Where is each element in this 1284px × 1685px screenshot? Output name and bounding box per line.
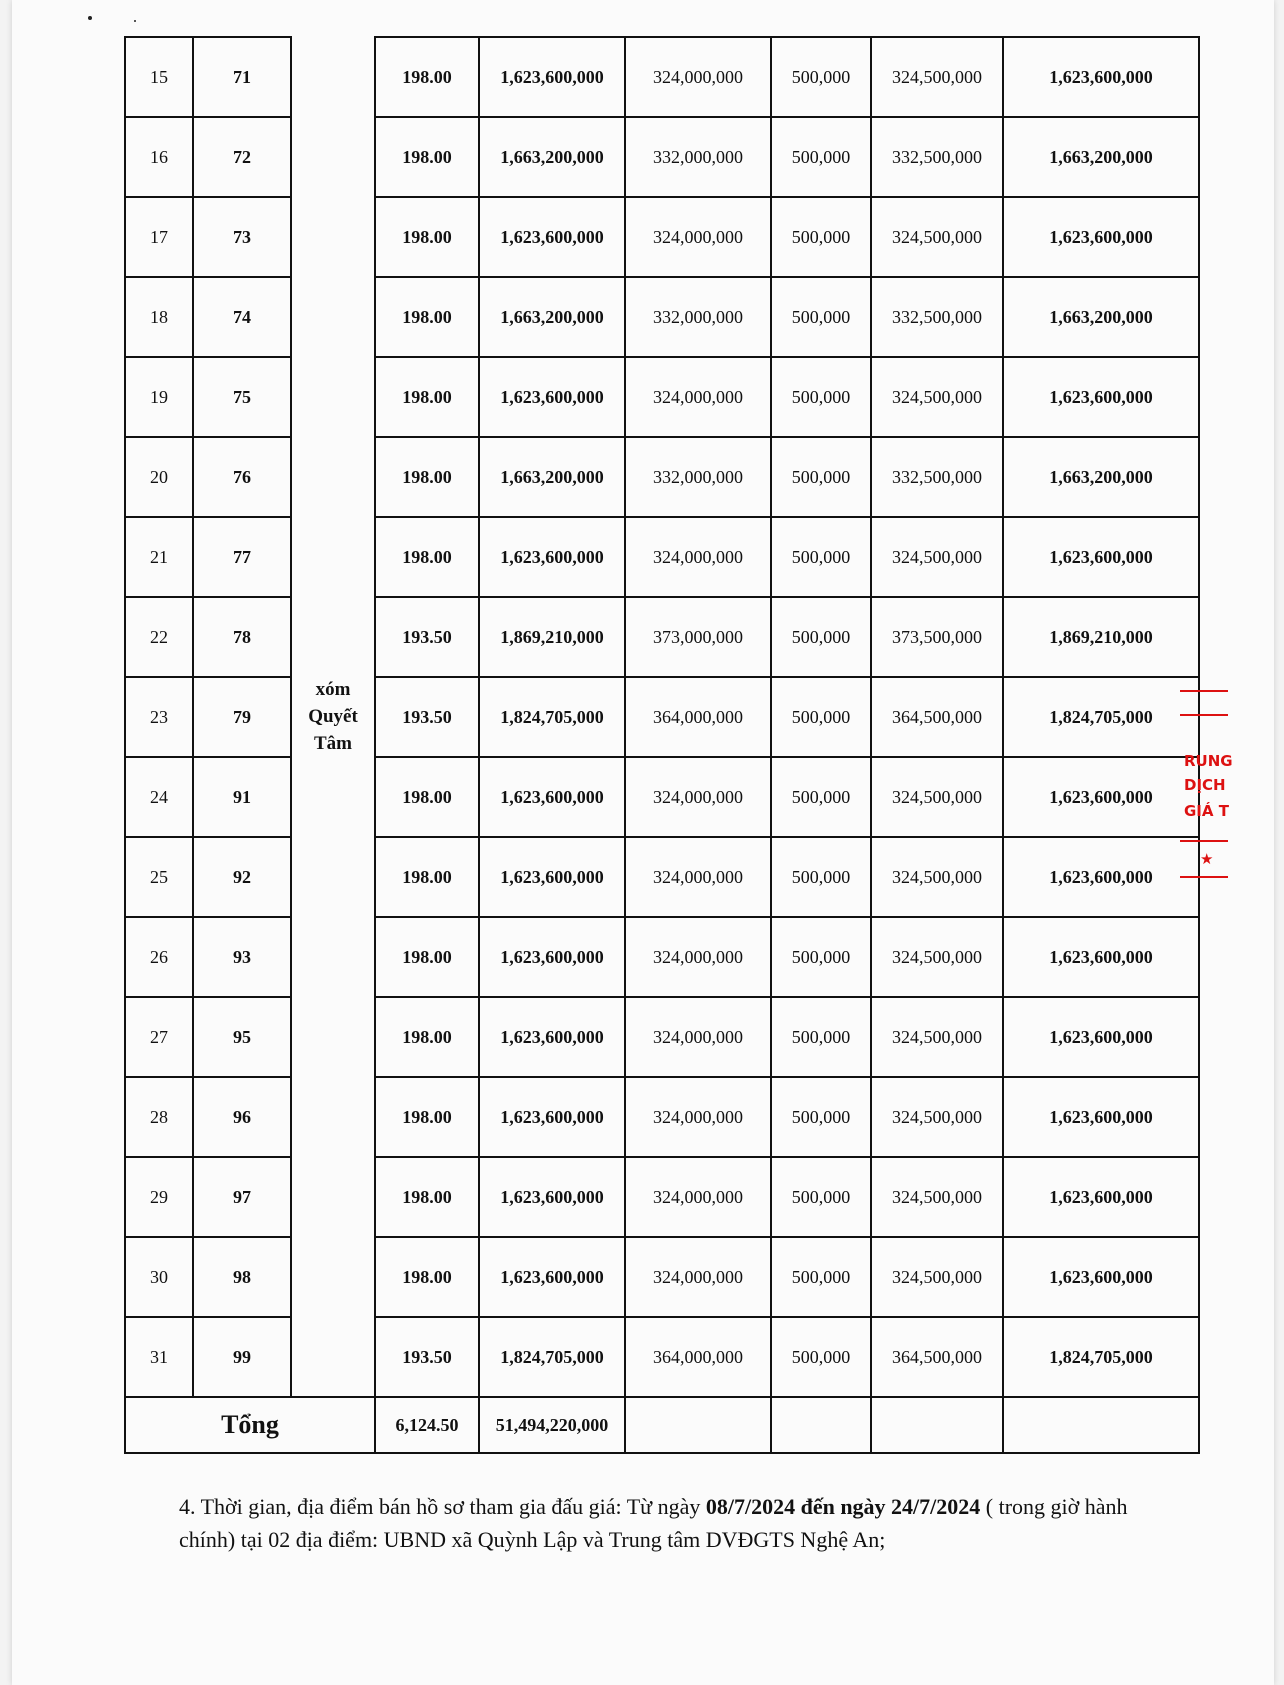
table-row <box>125 1157 1199 1237</box>
table-row <box>125 117 1199 197</box>
total-cell: 324,500,000 <box>871 1077 1003 1157</box>
total-cell: 364,500,000 <box>871 677 1003 757</box>
fee-cell: 500,000 <box>771 1077 871 1157</box>
total-cell: 324,500,000 <box>871 37 1003 117</box>
stt-cell: 22 <box>125 597 193 677</box>
paragraph-prefix: 4. Thời gian, địa điểm bán hồ sơ tham gia đấu giá: Từ ngày <box>179 1494 706 1519</box>
auction-lot-table <box>124 36 1200 1454</box>
table-row <box>125 917 1199 997</box>
lot-number-cell: 96 <box>193 1077 291 1157</box>
table-row <box>125 197 1199 277</box>
value-cell: 1,623,600,000 <box>1003 1077 1199 1157</box>
start-price-cell: 1,623,600,000 <box>479 517 625 597</box>
value-cell: 1,824,705,000 <box>1003 677 1199 757</box>
table-row <box>125 1077 1199 1157</box>
lot-number-cell: 75 <box>193 357 291 437</box>
value-cell: 1,663,200,000 <box>1003 117 1199 197</box>
deposit-cell: 332,000,000 <box>625 117 771 197</box>
area-cell: 198.00 <box>375 917 479 997</box>
empty-cell <box>625 1397 771 1453</box>
value-cell: 1,623,600,000 <box>1003 917 1199 997</box>
start-price-cell: 1,623,600,000 <box>479 357 625 437</box>
area-cell: 198.00 <box>375 117 479 197</box>
lot-number-cell: 78 <box>193 597 291 677</box>
table-row <box>125 677 1199 757</box>
stt-cell: 27 <box>125 997 193 1077</box>
area-cell: 198.00 <box>375 1157 479 1237</box>
fee-cell: 500,000 <box>771 277 871 357</box>
fee-cell: 500,000 <box>771 437 871 517</box>
lot-number-cell: 97 <box>193 1157 291 1237</box>
table-row <box>125 837 1199 917</box>
total-cell: 324,500,000 <box>871 357 1003 437</box>
fee-cell: 500,000 <box>771 597 871 677</box>
value-cell: 1,824,705,000 <box>1003 1317 1199 1397</box>
area-cell: 198.00 <box>375 997 479 1077</box>
area-cell: 198.00 <box>375 437 479 517</box>
fee-cell: 500,000 <box>771 1317 871 1397</box>
total-cell: 332,500,000 <box>871 117 1003 197</box>
fee-cell: 500,000 <box>771 1157 871 1237</box>
lot-number-cell: 79 <box>193 677 291 757</box>
table-row <box>125 1317 1199 1397</box>
value-cell: 1,663,200,000 <box>1003 437 1199 517</box>
deposit-cell: 324,000,000 <box>625 1157 771 1237</box>
deposit-cell: 332,000,000 <box>625 437 771 517</box>
total-cell: 364,500,000 <box>871 1317 1003 1397</box>
area-cell: 193.50 <box>375 677 479 757</box>
lot-number-cell: 99 <box>193 1317 291 1397</box>
total-label: Tổng <box>125 1397 375 1453</box>
fee-cell: 500,000 <box>771 357 871 437</box>
empty-cell <box>771 1397 871 1453</box>
table-row <box>125 437 1199 517</box>
start-price-cell: 1,623,600,000 <box>479 1077 625 1157</box>
stamp-star-icon: ★ <box>1200 850 1214 868</box>
stt-cell: 15 <box>125 37 193 117</box>
value-cell: 1,869,210,000 <box>1003 597 1199 677</box>
lot-number-cell: 77 <box>193 517 291 597</box>
area-cell: 198.00 <box>375 357 479 437</box>
total-area-cell: 6,124.50 <box>375 1397 479 1453</box>
fee-cell: 500,000 <box>771 1237 871 1317</box>
deposit-cell: 324,000,000 <box>625 837 771 917</box>
area-cell: 198.00 <box>375 277 479 357</box>
fee-cell: 500,000 <box>771 117 871 197</box>
empty-cell <box>1003 1397 1199 1453</box>
value-cell: 1,623,600,000 <box>1003 37 1199 117</box>
start-price-cell: 1,623,600,000 <box>479 917 625 997</box>
table-row <box>125 997 1199 1077</box>
area-cell: 198.00 <box>375 197 479 277</box>
stamp-text-3: GIÁ T <box>1184 802 1229 820</box>
start-price-cell: 1,663,200,000 <box>479 277 625 357</box>
value-cell: 1,623,600,000 <box>1003 997 1199 1077</box>
table-row <box>125 597 1199 677</box>
start-price-cell: 1,623,600,000 <box>479 1157 625 1237</box>
fee-cell: 500,000 <box>771 997 871 1077</box>
lot-number-cell: 71 <box>193 37 291 117</box>
table-row <box>125 357 1199 437</box>
lot-number-cell: 73 <box>193 197 291 277</box>
stt-cell: 18 <box>125 277 193 357</box>
deposit-cell: 324,000,000 <box>625 917 771 997</box>
stt-cell: 16 <box>125 117 193 197</box>
lot-number-cell: 95 <box>193 997 291 1077</box>
fee-cell: 500,000 <box>771 37 871 117</box>
start-price-cell: 1,623,600,000 <box>479 37 625 117</box>
deposit-cell: 373,000,000 <box>625 597 771 677</box>
start-price-cell: 1,623,600,000 <box>479 997 625 1077</box>
stt-cell: 21 <box>125 517 193 597</box>
total-cell: 324,500,000 <box>871 837 1003 917</box>
area-cell: 198.00 <box>375 1237 479 1317</box>
total-cell: 332,500,000 <box>871 437 1003 517</box>
start-price-cell: 1,623,600,000 <box>479 837 625 917</box>
lot-number-cell: 74 <box>193 277 291 357</box>
value-cell: 1,623,600,000 <box>1003 197 1199 277</box>
lot-number-cell: 92 <box>193 837 291 917</box>
total-cell: 324,500,000 <box>871 757 1003 837</box>
area-cell: 193.50 <box>375 1317 479 1397</box>
stt-cell: 24 <box>125 757 193 837</box>
location-cell: xóm Quyết Tâm <box>291 37 375 1397</box>
lot-number-cell: 76 <box>193 437 291 517</box>
deposit-cell: 364,000,000 <box>625 677 771 757</box>
stamp-text-2: DỊCH <box>1184 776 1226 794</box>
fee-cell: 500,000 <box>771 677 871 757</box>
stt-cell: 31 <box>125 1317 193 1397</box>
paragraph-date-to: đến ngày 24/7/2024 <box>795 1494 981 1519</box>
table-row <box>125 277 1199 357</box>
start-price-cell: 1,824,705,000 <box>479 677 625 757</box>
table-row <box>125 37 1199 117</box>
total-cell: 324,500,000 <box>871 917 1003 997</box>
deposit-cell: 324,000,000 <box>625 37 771 117</box>
red-seal-stamp <box>1180 690 1233 890</box>
deposit-cell: 324,000,000 <box>625 197 771 277</box>
table-row <box>125 1237 1199 1317</box>
start-price-cell: 1,623,600,000 <box>479 757 625 837</box>
scan-speck <box>88 16 92 20</box>
deposit-cell: 332,000,000 <box>625 277 771 357</box>
deposit-cell: 364,000,000 <box>625 1317 771 1397</box>
lot-number-cell: 98 <box>193 1237 291 1317</box>
stt-cell: 17 <box>125 197 193 277</box>
fee-cell: 500,000 <box>771 197 871 277</box>
start-price-cell: 1,623,600,000 <box>479 1237 625 1317</box>
deposit-cell: 324,000,000 <box>625 517 771 597</box>
total-cell: 324,500,000 <box>871 517 1003 597</box>
stt-cell: 20 <box>125 437 193 517</box>
total-row <box>125 1397 1199 1453</box>
deposit-cell: 324,000,000 <box>625 997 771 1077</box>
value-cell: 1,623,600,000 <box>1003 757 1199 837</box>
paragraph-date-from: 08/7/2024 <box>705 1494 796 1519</box>
start-price-cell: 1,663,200,000 <box>479 437 625 517</box>
scan-speck <box>134 20 136 22</box>
table-row <box>125 757 1199 837</box>
fee-cell: 500,000 <box>771 757 871 837</box>
stt-cell: 19 <box>125 357 193 437</box>
auction-info-paragraph <box>124 1490 1184 1556</box>
area-cell: 198.00 <box>375 37 479 117</box>
value-cell: 1,623,600,000 <box>1003 837 1199 917</box>
lot-number-cell: 72 <box>193 117 291 197</box>
area-cell: 198.00 <box>375 837 479 917</box>
total-cell: 324,500,000 <box>871 197 1003 277</box>
area-cell: 198.00 <box>375 757 479 837</box>
stt-cell: 25 <box>125 837 193 917</box>
value-cell: 1,663,200,000 <box>1003 277 1199 357</box>
start-price-cell: 1,869,210,000 <box>479 597 625 677</box>
area-cell: 198.00 <box>375 1077 479 1157</box>
total-cell: 373,500,000 <box>871 597 1003 677</box>
deposit-cell: 324,000,000 <box>625 357 771 437</box>
total-start-price-cell: 51,494,220,000 <box>479 1397 625 1453</box>
fee-cell: 500,000 <box>771 917 871 997</box>
deposit-cell: 324,000,000 <box>625 1077 771 1157</box>
start-price-cell: 1,663,200,000 <box>479 117 625 197</box>
value-cell: 1,623,600,000 <box>1003 1237 1199 1317</box>
stamp-text-1: RUNG <box>1184 752 1233 770</box>
stt-cell: 28 <box>125 1077 193 1157</box>
fee-cell: 500,000 <box>771 517 871 597</box>
area-cell: 193.50 <box>375 597 479 677</box>
stt-cell: 29 <box>125 1157 193 1237</box>
value-cell: 1,623,600,000 <box>1003 1157 1199 1237</box>
total-cell: 324,500,000 <box>871 997 1003 1077</box>
stt-cell: 26 <box>125 917 193 997</box>
deposit-cell: 324,000,000 <box>625 1237 771 1317</box>
start-price-cell: 1,623,600,000 <box>479 197 625 277</box>
area-cell: 198.00 <box>375 517 479 597</box>
deposit-cell: 324,000,000 <box>625 757 771 837</box>
start-price-cell: 1,824,705,000 <box>479 1317 625 1397</box>
stt-cell: 23 <box>125 677 193 757</box>
empty-cell <box>871 1397 1003 1453</box>
total-cell: 324,500,000 <box>871 1237 1003 1317</box>
value-cell: 1,623,600,000 <box>1003 517 1199 597</box>
value-cell: 1,623,600,000 <box>1003 357 1199 437</box>
fee-cell: 500,000 <box>771 837 871 917</box>
table-row <box>125 517 1199 597</box>
stt-cell: 30 <box>125 1237 193 1317</box>
total-cell: 332,500,000 <box>871 277 1003 357</box>
lot-number-cell: 91 <box>193 757 291 837</box>
total-cell: 324,500,000 <box>871 1157 1003 1237</box>
lot-number-cell: 93 <box>193 917 291 997</box>
paragraph-suffix: ( trong giờ hành chính) tại 02 địa điểm: UBND xã Quỳnh Lập và Trung tâm DVĐGTS Nghệ An; <box>179 1494 1128 1552</box>
